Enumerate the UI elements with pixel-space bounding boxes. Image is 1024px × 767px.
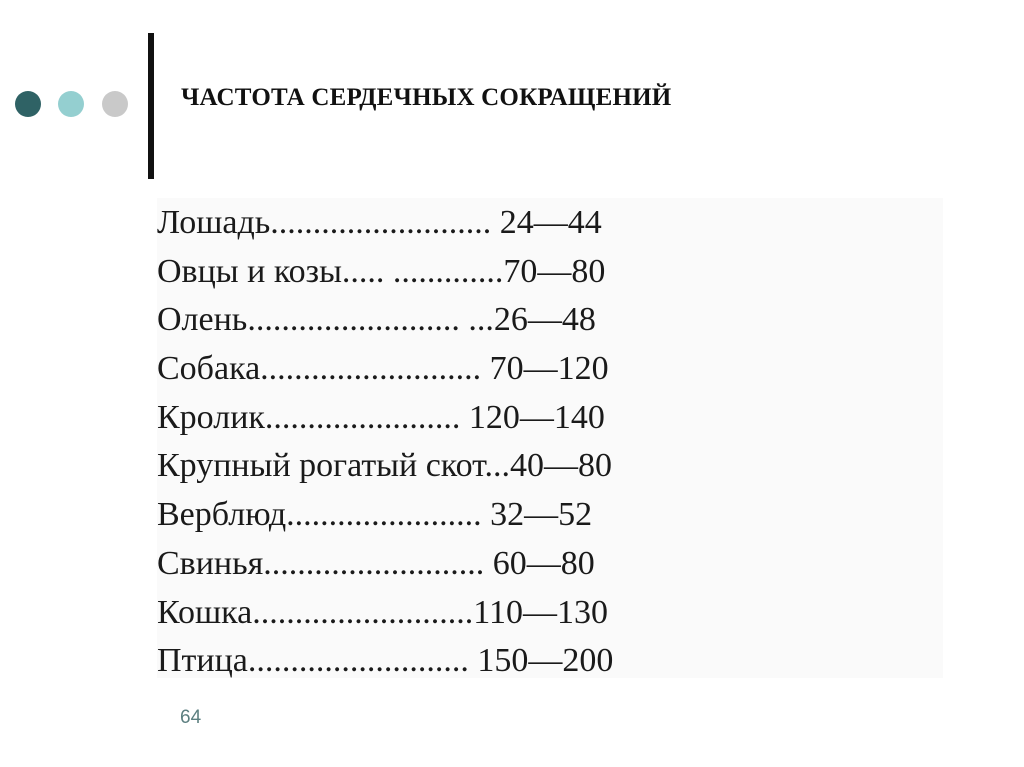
list-item-camel: Верблюд....................... 32—52: [157, 496, 593, 534]
title-divider-bar: [148, 33, 154, 179]
list-item-cattle: Крупный рогатый скот...40—80: [157, 447, 612, 485]
decor-dot-light: [58, 91, 84, 117]
list-item-cat: Кошка..........................110—130: [157, 593, 608, 631]
heart-rate-list: [157, 199, 613, 686]
decor-dot-gray: [102, 91, 128, 117]
list-item-rabbit: Кролик....................... 120—140: [157, 398, 605, 436]
list-item-dog: Собака.......................... 70—120: [157, 350, 609, 388]
list-item-bird: Птица.......................... 150—200: [157, 642, 614, 680]
list-item-horse: Лошадь.......................... 24—44: [157, 204, 602, 241]
list-item-pig: Свинья.......................... 60—80: [157, 544, 595, 582]
list-item-deer: Олень......................... ...26—48: [157, 301, 596, 339]
list-item-sheep-goats: Овцы и козы..... .............70—80: [157, 252, 606, 290]
slide-title: ЧАСТОТА СЕРДЕЧНЫХ СОКРАЩЕНИЙ: [181, 84, 672, 111]
decor-dot-dark: [15, 91, 41, 117]
page-number: 64: [180, 707, 202, 728]
